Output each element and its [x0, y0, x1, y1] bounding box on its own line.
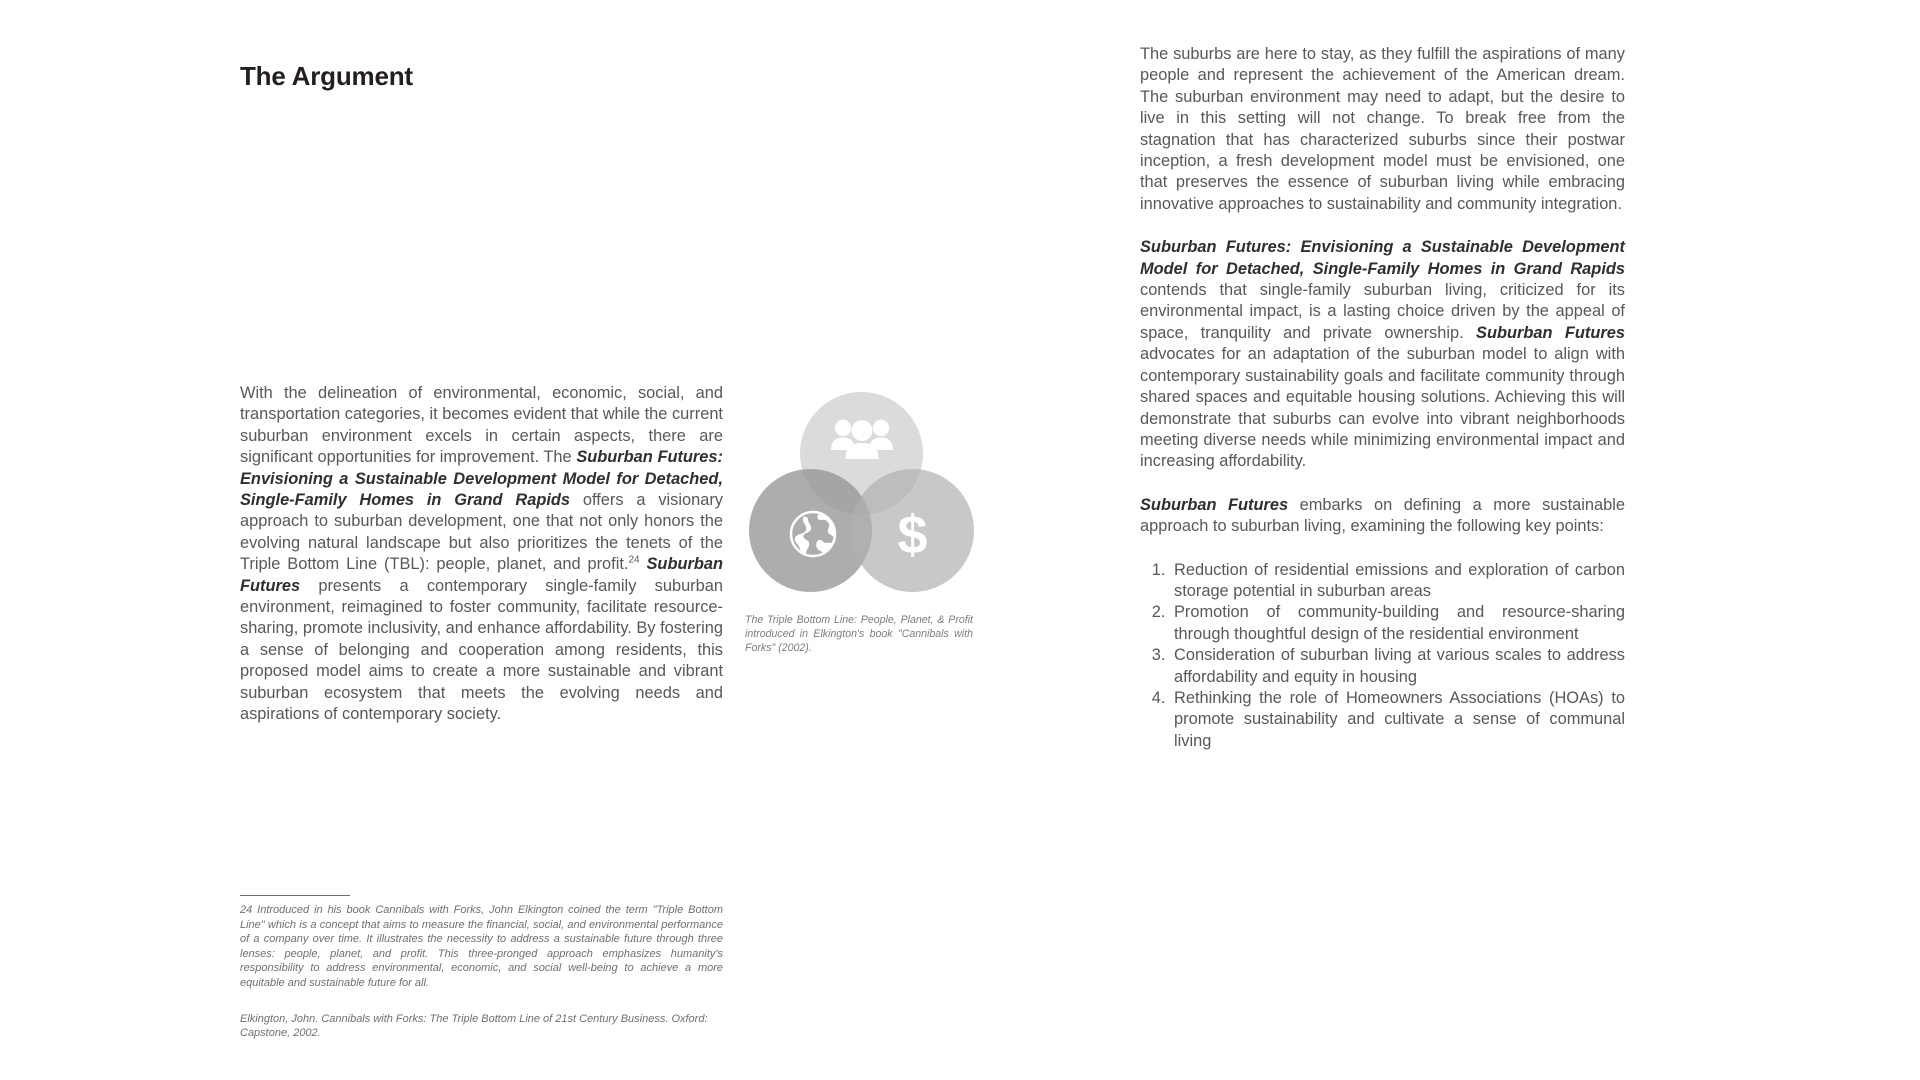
footnote-24-text: 24 Introduced in his book Cannibals with Forks, John Elkington coined the term "Triple Bottom Line" which is a concept that aims to measure the financial, social, and environmental performance of a company over time. It illustrates the necessity to address a sustainable future through three lenses: people, planet, and profit. This three-pronged approach emphasizes humanity's responsibility to address environmental, economic, and social well-being to achieve a more equitable and sustainable future for all.: [240, 904, 723, 989]
right-para2-run4: advocates for an adaptation of the suburban model to align with contemporary sustainability goals and facilitate community through shared spaces and equitable housing solutions. Achieving this will demonstrate that suburbs can evolve into vibrant neighborhoods meeting diverse needs while minimizing environmental impact and increasing affordability.: [1140, 345, 1625, 471]
people-icon: [831, 417, 893, 466]
left-text-column: [240, 383, 723, 726]
venn-diagram: [745, 392, 977, 597]
globe-icon: [788, 509, 838, 564]
left-para1-run3: offers a visionary approach to suburban development, one that not only honors the evolving natural landscape but also prioritizes the tenets of the Triple Bottom Line (TBL): people, planet, and profit.: [240, 491, 723, 574]
list-item: 4. Rethinking the role of Homeowners Associations (HOAs) to promote sustainability and cultivate a sense of communal living: [1170, 688, 1625, 752]
footnote-marker-24[interactable]: 24: [628, 554, 640, 566]
list-item: 2. Promotion of community-building and resource-sharing through thoughtful design of the residential environment: [1170, 602, 1625, 645]
right-para3-emphasis-run: Suburban Futures: [1140, 495, 1289, 514]
dollar-icon: $: [897, 504, 928, 565]
left-para1-run5: presents a contemporary single-family suburban environment, reimagined to foster community, facilitate resource-sharing, promote inclusivity, and enhance affordability. By fostering a sense of belonging and cooperation among residents, this proposed model aims to create a more sustainable and vibrant suburban ecosystem that meets the evolving needs and aspirations of contemporary society.: [240, 576, 723, 724]
right-paragraph-1: The suburbs are here to stay, as they fulfill the aspirations of many people and represent the achievement of the American dream. The suburban environment may need to adapt, but the desire to live in this setting will not change. To break free from the stagnation that has characterized suburbs since their postwar inception, a fresh development model must be envisioned, one that preserves the essence of suburban living while embracing innovative approaches to sustainability and community integration.: [1140, 45, 1625, 213]
list-item: 3. Consideration of suburban living at various scales to address affordability and equity in housing: [1170, 645, 1625, 688]
triple-bottom-line-figure: [745, 392, 977, 655]
left-para1-title-run: Suburban Futures: Envisioning a Sustainable Development Model for Detached, Single-Family Homes in Grand Rapids: [240, 448, 724, 510]
footnote-divider: [240, 895, 350, 896]
right-para3-run2: embarks on defining a more sustainable approach to suburban living, examining the following key points:: [1140, 495, 1626, 536]
right-text-column: [1140, 44, 1625, 752]
page-title: The Argument: [240, 61, 413, 92]
right-para2-title-run: Suburban Futures: Envisioning a Sustainable Development Model for Detached, Single-Family Homes in Grand Rapids: [1140, 238, 1625, 278]
citation-text: Elkington, John. Cannibals with Forks: The Triple Bottom Line of 21st Century Business. Oxford: Capstone, 2002.: [240, 1012, 708, 1040]
figure-caption: The Triple Bottom Line: People, Planet, & Profit introduced in Elkington's book "Cannibals with Forks" (2002).: [745, 614, 973, 654]
venn-circle-profit: [851, 469, 974, 592]
left-para1-space: [640, 555, 647, 573]
key-points-list: [1140, 560, 1625, 753]
footnote-block: [240, 895, 723, 1041]
right-para2-emphasis-run: Suburban Futures: [1476, 323, 1625, 342]
left-para1-emphasis-run: Suburban Futures: [240, 555, 723, 595]
list-item: 1. Reduction of residential emissions and exploration of carbon storage potential in suburban areas: [1170, 560, 1625, 603]
right-para2-run2: contends that single-family suburban living, criticized for its environmental impact, is a lasting choice driven by the appeal of space, tranquility and private ownership.: [1140, 281, 1625, 342]
left-para1-run1: With the delineation of environmental, economic, social, and transportation categories, it becomes evident that while the current suburban environment excels in certain aspects, there are significant opportunities for improvement. The: [240, 384, 723, 467]
left-paragraph-1: [240, 383, 723, 726]
right-paragraph-2: [1140, 237, 1625, 472]
right-paragraph-3: [1140, 495, 1625, 538]
